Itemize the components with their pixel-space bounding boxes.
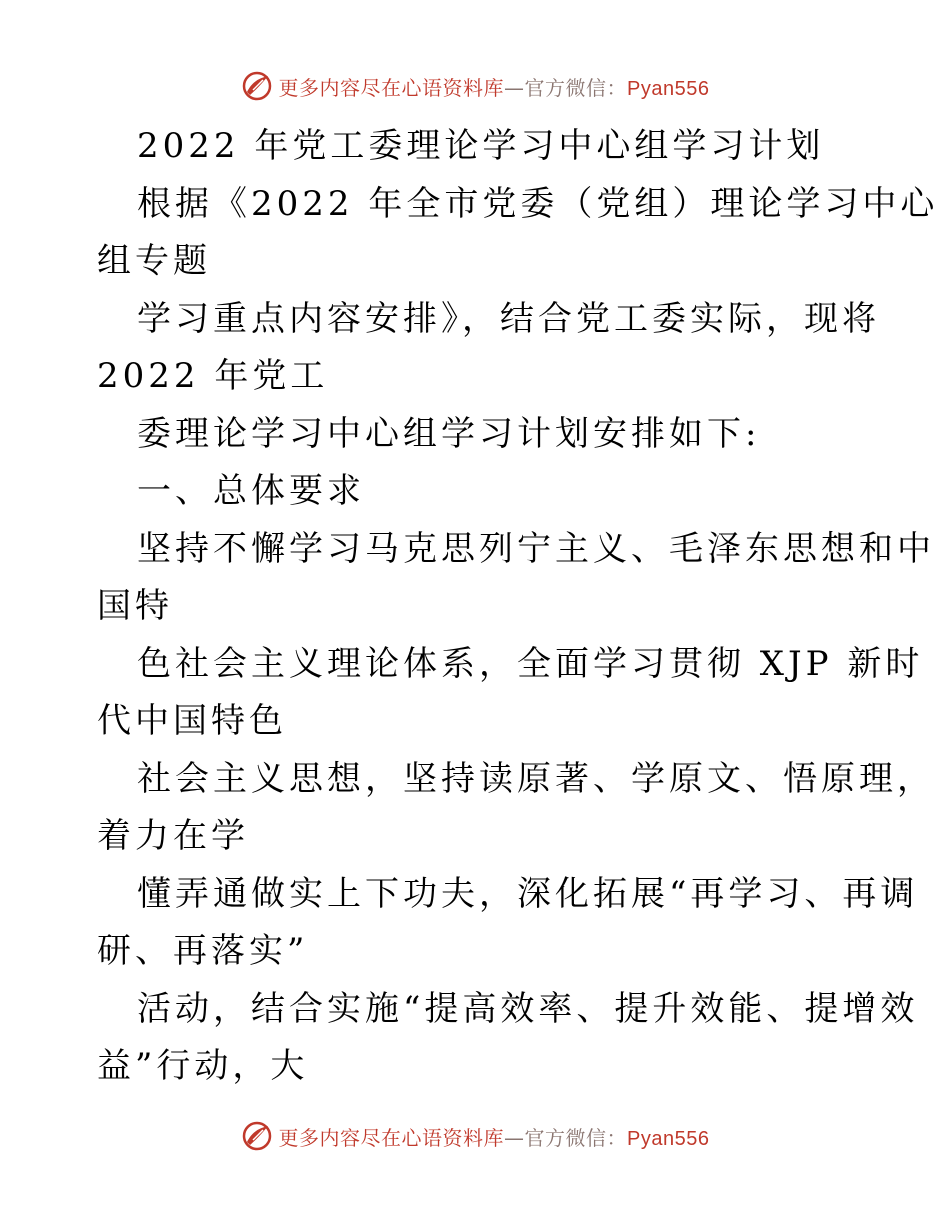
text-line: 学习重点内容安排》，结合党工委实际，现将 <box>137 298 880 339</box>
watermark-main: 更多内容尽在心语资料库 <box>278 1125 505 1150</box>
text-line: 坚持不懈学习马克思列宁主义、毛泽东思想和中 <box>137 528 935 569</box>
text-line: 社会主义思想，坚持读原著、学原文、悟原理， <box>137 758 935 799</box>
text-line: 益”行动，大 <box>97 1046 309 1086</box>
text-line: 代中国特色 <box>97 701 287 741</box>
text-line: 着力在学 <box>97 816 249 856</box>
text-line: 一、总体要求 <box>137 471 365 511</box>
watermark-id: Pyan556 <box>627 1127 710 1150</box>
header-watermark <box>0 70 950 102</box>
footer-watermark <box>0 1120 950 1152</box>
document-body <box>97 118 939 1096</box>
text-line: 国特 <box>97 586 173 626</box>
watermark-text <box>279 72 710 101</box>
text-line: 懂弄通做实上下功夫，深化拓展“再学习、再调 <box>137 873 919 914</box>
text-line: 2022 年党工委理论学习中心组学习计划 <box>137 126 825 166</box>
text-line: 委理论学习中心组学习计划安排如下: <box>137 413 761 454</box>
text-line: 根据《2022 年全市党委（党组）理论学习中心 <box>137 183 939 224</box>
text-line: 色社会主义理论体系，全面学习贯彻 XJP 新时 <box>137 643 924 684</box>
text-line: 研、再落实” <box>97 931 309 971</box>
watermark-suffix: 官方微信： <box>524 75 628 100</box>
brand-logo-icon <box>241 70 273 102</box>
watermark-id: Pyan556 <box>627 77 710 100</box>
watermark-dash: — <box>504 75 525 100</box>
watermark-text <box>279 1122 710 1151</box>
watermark-suffix: 官方微信： <box>524 1125 628 1150</box>
watermark-dash: — <box>504 1125 525 1150</box>
text-line: 2022 年党工 <box>97 356 329 396</box>
brand-logo-icon <box>241 1120 273 1152</box>
text-line: 活动，结合实施“提高效率、提升效能、提增效 <box>137 988 919 1029</box>
watermark-main: 更多内容尽在心语资料库 <box>278 75 505 100</box>
text-line: 组专题 <box>97 241 211 281</box>
